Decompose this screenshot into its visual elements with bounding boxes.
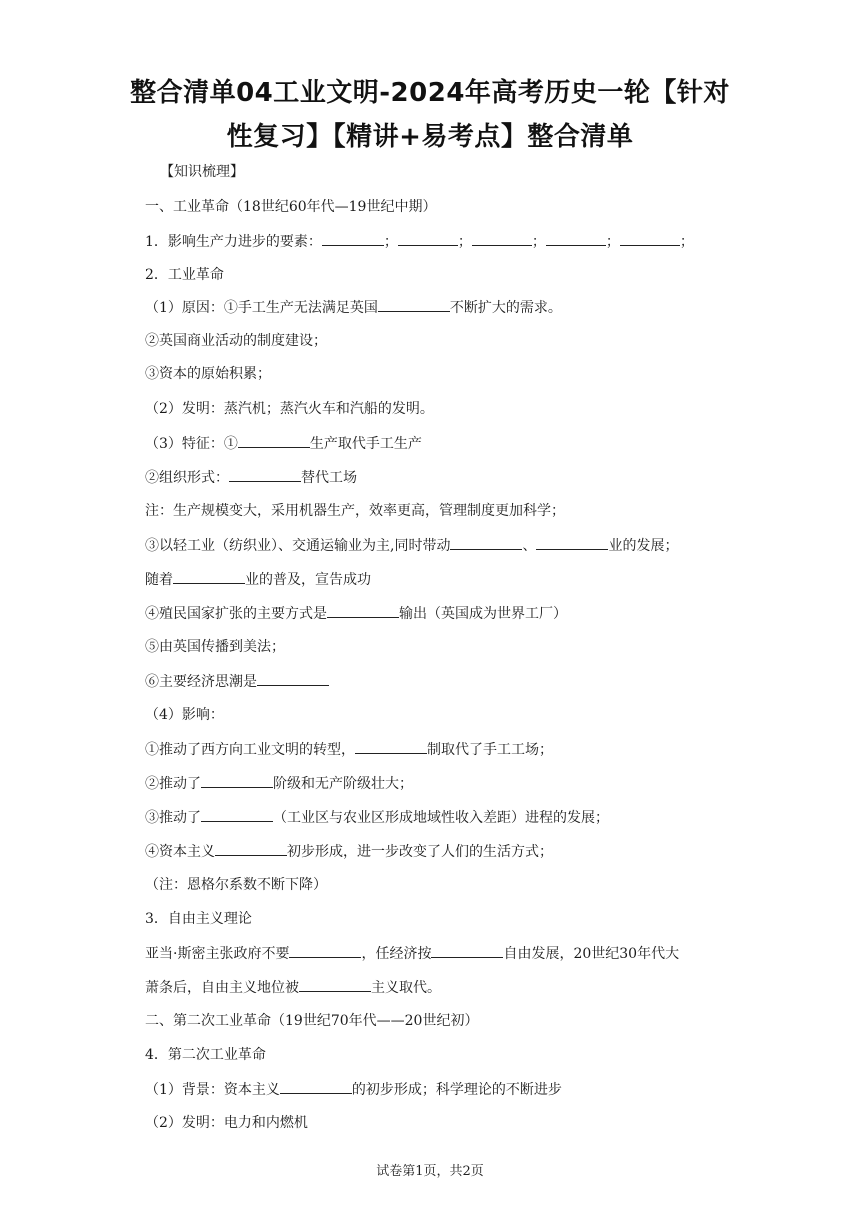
- text-line: （2）发明：蒸汽机；蒸汽火车和汽船的发明。: [145, 401, 434, 417]
- text-line: ③资本的原始积累；: [145, 366, 271, 382]
- text-line: [145, 739, 725, 760]
- question-3-heading: 3．自由主义理论: [145, 911, 252, 927]
- line-text: 不断扩大的需求。: [449, 300, 562, 316]
- line-text: 生产取代手工生产: [309, 436, 422, 452]
- question-1: [145, 231, 725, 252]
- fill-blank: [322, 231, 384, 246]
- line-text: 替代工场: [301, 470, 357, 486]
- fill-blank: [299, 977, 371, 992]
- fill-blank: [378, 297, 450, 312]
- document-title-line-1: 整合清单04工业文明-2024年高考历史一轮【针对: [130, 78, 730, 108]
- line-text: 输出（英国成为世界工厂）: [399, 606, 567, 622]
- line-text: 主义取代。: [371, 980, 441, 996]
- line-text: 自由发展，20世纪30年代大: [503, 946, 680, 962]
- fill-blank: [431, 943, 503, 958]
- fill-blank: [450, 535, 522, 550]
- page-footer: 试卷第1页，共2页: [376, 1164, 484, 1179]
- separator: ；: [383, 234, 398, 250]
- fill-blank: [280, 1079, 352, 1094]
- fill-blank: [546, 231, 606, 246]
- text-line: [145, 297, 725, 318]
- text-line: [145, 433, 725, 454]
- section-heading-2: 二、第二次工业革命（19世纪70年代——20世纪初）: [145, 1013, 479, 1029]
- fill-blank: [620, 231, 680, 246]
- fill-blank: [289, 943, 361, 958]
- separator: ；: [531, 234, 546, 250]
- line-text: ③以轻工业（纺织业）、交通运输业为主,同时带动: [145, 538, 451, 554]
- text-line: [145, 467, 725, 488]
- fill-blank: [201, 773, 273, 788]
- fill-blank: [173, 569, 245, 584]
- separator: ；: [605, 234, 620, 250]
- line-text: 亚当·斯密主张政府不要: [145, 946, 290, 962]
- line-text: 萧条后，自由主义地位被: [145, 980, 299, 996]
- question-4-heading: 4．第二次工业革命: [145, 1047, 266, 1063]
- text-line: [145, 807, 725, 828]
- text-line: [145, 603, 725, 624]
- line-text: ⑥主要经济思潮是: [145, 674, 257, 690]
- line-text: 阶级和无产阶级壮大；: [273, 776, 413, 792]
- document-title-line-2: 性复习】【精讲+易考点】整合清单: [226, 122, 634, 152]
- fill-blank: [472, 231, 532, 246]
- text-line: ②英国商业活动的制度建设；: [145, 333, 327, 349]
- note-line: 注：生产规模变大，采用机器生产，效率更高，管理制度更加科学；: [145, 503, 565, 519]
- line-text: ④殖民国家扩张的主要方式是: [145, 606, 327, 622]
- text-line: （4）影响：: [145, 707, 224, 723]
- text-line: [145, 977, 725, 998]
- text-line: [145, 943, 725, 964]
- line-text: ④资本主义: [145, 844, 215, 860]
- text-line: [145, 1079, 725, 1100]
- line-text: 、: [522, 538, 537, 554]
- line-text: 制取代了手工工场；: [427, 742, 553, 758]
- line-text: ③推动了: [145, 810, 201, 826]
- text-line: [145, 671, 725, 692]
- separator: ；: [457, 234, 472, 250]
- text-line: [145, 841, 725, 862]
- line-text: ②组织形式：: [145, 470, 229, 486]
- line-text: 初步形成，进一步改变了人们的生活方式；: [287, 844, 553, 860]
- line-text: 业的发展；: [608, 538, 679, 554]
- separator: ；: [679, 234, 694, 250]
- note-line: （注：恩格尔系数不断下降）: [145, 877, 327, 893]
- question-2-heading: 2．工业革命: [145, 267, 224, 283]
- fill-blank: [398, 231, 458, 246]
- fill-blank: [257, 671, 329, 686]
- line-text: ，任经济按: [361, 946, 432, 962]
- text-line: （2）发明：电力和内燃机: [145, 1115, 308, 1131]
- line-text: （1）背景：资本主义: [145, 1082, 280, 1098]
- fill-blank: [238, 433, 310, 448]
- fill-blank: [215, 841, 287, 856]
- section-tag: 【知识梳理】: [160, 164, 244, 180]
- question-text: 1．影响生产力进步的要素：: [145, 234, 322, 250]
- fill-blank: [355, 739, 427, 754]
- line-text: 的初步形成；科学理论的不断进步: [351, 1082, 562, 1098]
- fill-blank: [201, 807, 273, 822]
- line-text: 随着: [145, 572, 173, 588]
- text-line: [145, 773, 725, 794]
- fill-blank: [327, 603, 399, 618]
- line-text: （3）特征：①: [145, 436, 238, 452]
- line-text: （工业区与农业区形成地域性收入差距）进程的发展；: [273, 810, 609, 826]
- fill-blank: [229, 467, 301, 482]
- fill-blank: [536, 535, 608, 550]
- section-heading-1: 一、工业革命（18世纪60年代—19世纪中期）: [145, 199, 437, 215]
- line-text: 业的普及，宣告成功: [245, 572, 371, 588]
- text-line: ⑤由英国传播到美法；: [145, 639, 285, 655]
- line-text: （1）原因：①手工生产无法满足英国: [145, 300, 378, 316]
- line-text: ②推动了: [145, 776, 201, 792]
- line-text: ①推动了西方向工业文明的转型，: [145, 742, 355, 758]
- text-line: [145, 535, 725, 556]
- text-line: [145, 569, 725, 590]
